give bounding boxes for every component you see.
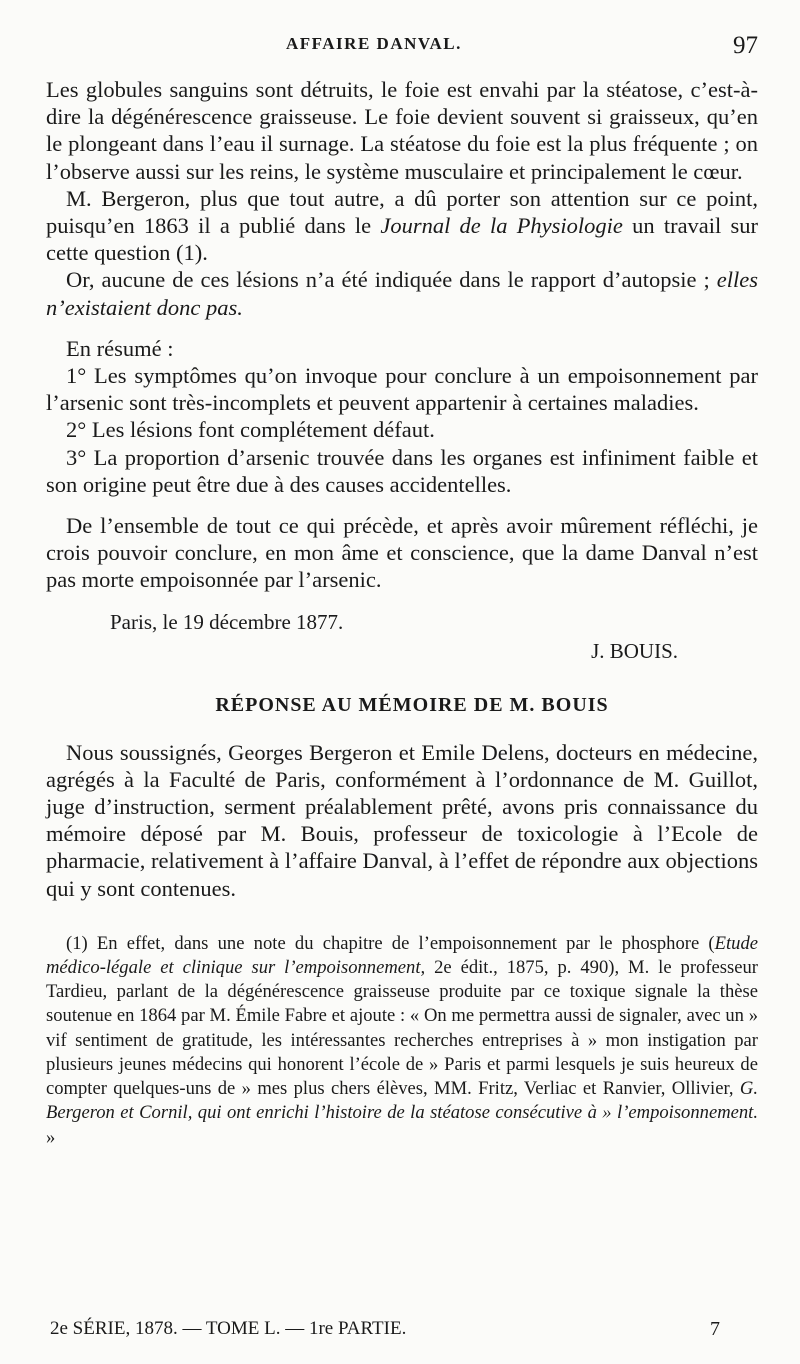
signature-mark: 7 <box>710 1318 720 1340</box>
footnote-part1: (1) En effet, dans une note du chapitre de l’empoisonnement par le phosphore ( <box>66 932 715 954</box>
running-head <box>46 28 758 68</box>
paragraph-conclusion: De l’ensemble de tout ce qui précède, et après avoir mûrement réfléchi, je crois pouvoir conclure, en mon âme et conscience, que la dame Danval n’est pas morte empoisonnée par l’arsenic. <box>46 513 758 593</box>
footnote-part3: » <box>46 1126 56 1148</box>
series-line: 2e SÉRIE, 1878. — TOME L. — 1re PARTIE. <box>50 1318 407 1339</box>
dateline: Paris, le 19 décembre 1877. <box>110 609 344 634</box>
body-text <box>46 76 758 594</box>
lesions-text: Or, aucune de ces lésions n’a été indiquée dans le rapport d’autopsie ; <box>66 267 710 293</box>
page-footer <box>50 1318 720 1340</box>
paragraph-lesions <box>46 266 758 320</box>
bergeron-text-end: un travail sur cette question (1). <box>46 213 758 266</box>
page-number: 97 <box>733 32 758 59</box>
response-text <box>46 739 758 902</box>
footnote-paragraph <box>46 932 758 1150</box>
footnote <box>46 932 758 1150</box>
paragraph-globules: Les globules sanguins sont détruits, le foie est envahi par la stéatose, c’est-à-dire la dégénérescence graisseuse. Le foie devient souvent si graisseux, qu’en le plongeant dans l’eau il surnage. La stéatose du foie est la plus fréquente ; on l’observe aussi sur les reins, le système musculaire et principalement le cœur. <box>46 77 758 184</box>
signature: J. BOUIS. <box>591 638 678 663</box>
footnote-part2: 2e édit., 1875, p. 490), M. le professeur Tardieu, parlant de la dégénérescence graisseuse produite par ce toxique signale la thèse soutenue en 1864 par M. Émile Fabre et ajoute : « On me permettra aussi de signaler, avec un » vif sentiment de gratitude, les intéressantes recherches entreprises à » mon instigation par plusieurs jeunes médecins qui honorent l’école de » Paris et parmi lesquels je suis heureux de compter quelques-uns de » mes plus chers élèves, MM. Fritz, Verliac et Ranvier, Ollivier, <box>46 957 758 1100</box>
running-title: AFFAIRE DANVAL. <box>286 34 462 53</box>
lesions-italic: elles n’existaient donc pas. <box>46 267 758 320</box>
footnote-italic1: Etude médico-légale et clinique sur l’empoisonnement, <box>46 932 758 979</box>
response-paragraph: Nous soussignés, Georges Bergeron et Emile Delens, docteurs en médecine, agrégés à la Faculté de Paris, conformément à l’ordonnance de M. Guillot, juge d’instruction, serment préalablement prêté, avons pris connaissance du mémoire déposé par M. Bouis, professeur de toxicologie à l’Ecole de pharmacie, relativement à l’affaire Danval, à l’effet de répondre aux objections qui y sont contenues. <box>46 739 758 901</box>
point-2: 2° Les lésions font complétement défaut. <box>66 417 435 443</box>
bergeron-text: M. Bergeron, plus que tout autre, a dû porter son attention sur ce point, puisqu’en 1863 il a publié dans le <box>46 185 758 239</box>
journal-title: Journal de la Physiologie <box>380 213 623 239</box>
footnote-italic2: G. Bergeron et Cornil, qui ont enrichi l’histoire de la stéatose consécutive à » l’empoisonnement. <box>46 1078 758 1124</box>
section-heading: RÉPONSE AU MÉMOIRE DE M. BOUIS <box>215 693 609 716</box>
point-1: 1° Les symptômes qu’on invoque pour conclure à un empoisonnement par l’arsenic sont très-incomplets et peuvent appartenir à certaines maladies. <box>46 363 758 416</box>
page <box>46 28 758 1150</box>
point-3: 3° La proportion d’arsenic trouvée dans les organes est infiniment faible et son origine peut être due à des causes accidentelles. <box>46 444 758 497</box>
paragraph-bergeron <box>46 185 758 267</box>
paragraph-resume: En résumé : <box>66 335 174 361</box>
